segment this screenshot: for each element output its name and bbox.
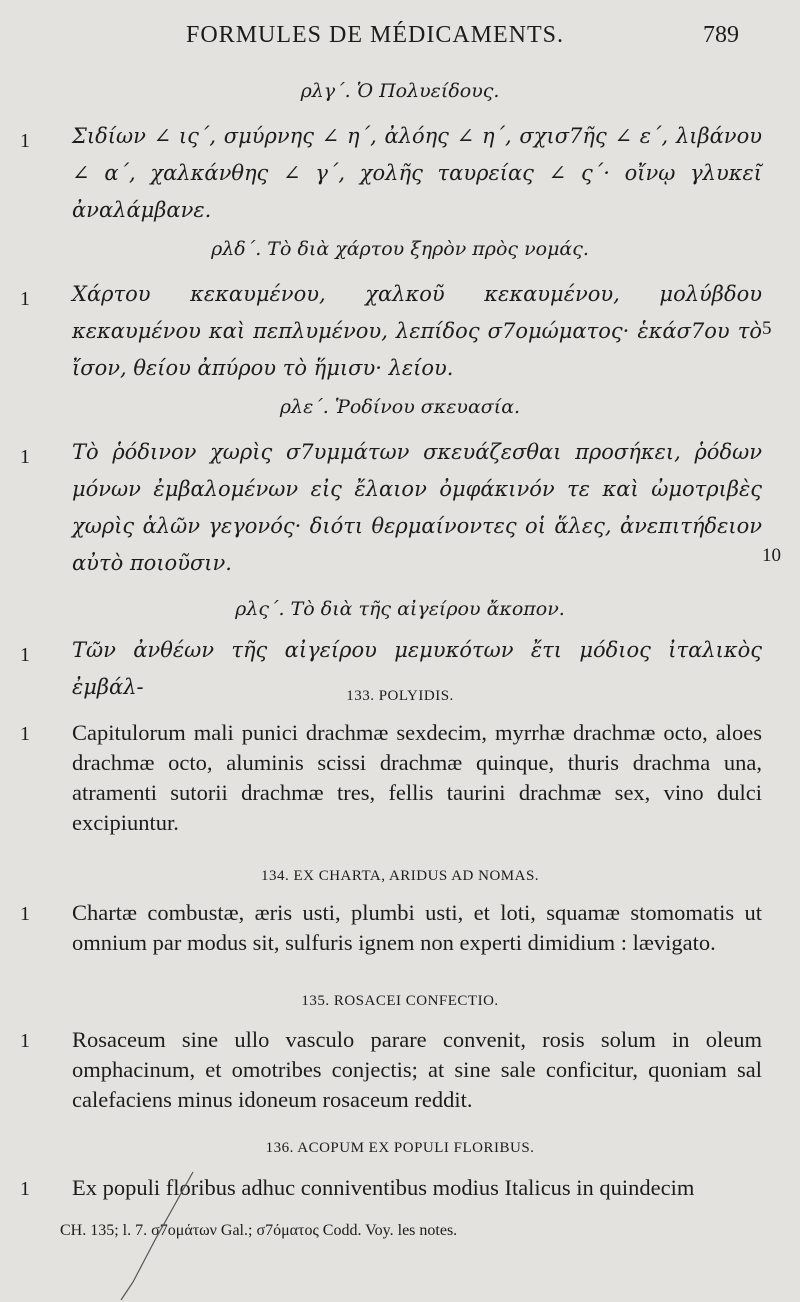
pencil-stroke-mark <box>115 1170 195 1302</box>
margin-marker: 1 <box>20 723 30 745</box>
latin-text-136: Ex populi floribus adhuc conniventibus modius Italicus in quindecim <box>72 1175 695 1200</box>
greek-paragraph-133 <box>38 118 762 229</box>
latin-text-135: Rosaceum sine ullo vasculo parare convenit, rosis solum in oleum omphacinum, et omotribes conjectis; at sine sale conficitur, quoniam sal calefaciens minus idoneum rosaceum reddit. <box>72 1027 762 1112</box>
line-number: 10 <box>762 545 781 566</box>
greek-heading-133: ρλγ΄. Ὁ Πολυείδους. <box>300 80 500 102</box>
running-head <box>0 22 800 56</box>
greek-heading-135: ρλε΄. Ῥοδίνου σκευασία. <box>279 396 521 418</box>
margin-marker: 1 <box>20 644 30 666</box>
margin-marker: 1 <box>20 288 30 310</box>
latin-heading-133: 133. POLYIDIS. <box>346 688 454 704</box>
margin-marker: 1 <box>20 130 30 152</box>
greek-text-133: Σιδίων ∠ ις΄, σμύρνης ∠ η΄, ἀλόης ∠ η΄, σχισ7ῆς ∠ ε΄, λιβάνου ∠ α΄, χαλκάνθης ∠ γ΄, χολῆς ταυρείας ∠ ς΄· οἴνῳ γλυκεῖ ἀναλάμβανε. <box>72 124 762 222</box>
margin-marker: 1 <box>20 1030 30 1052</box>
margin-marker: 1 <box>20 1178 30 1200</box>
margin-marker: 1 <box>20 446 30 468</box>
latin-paragraph-135 <box>38 1025 762 1115</box>
latin-text-134: Chartæ combustæ, æris usti, plumbi usti, et loti, squamæ stomomatis ut omnium par modus sit, sulfuris ignem non experti dimidium : lævigato. <box>72 900 762 955</box>
line-number: 5 <box>762 318 772 339</box>
footnote: CH. 135; l. 7. σ7ομάτων Gal.; σ7όματος Codd. Voy. les notes. <box>60 1222 458 1239</box>
greek-text-134: Χάρτου κεκαυμένου, χαλκοῦ κεκαυμένου, μολύβδου κεκαυμένου καὶ πεπλυμένου, λεπίδος σ7ομώματος· ἑκάσ7ου τὸ ἴσον, θείου ἀπύρου τὸ ἥμισυ· λείου. <box>72 282 762 380</box>
greek-text-135: Τὸ ῥόδινον χωρὶς σ7υμμάτων σκευάζεσθαι προσήκει, ῥόδων μόνων ἐμβαλομένων εἰς ἔλαιον ὀμφάκινόν τε καὶ ὠμοτριβὲς χωρὶς ἁλῶν γεγονός· διότι θερμαίνοντες οἱ ἅλες, ἀνεπιτήδειον αὐτὸ ποιοῦσιν. <box>72 440 762 575</box>
latin-text-133: Capitulorum mali punici drachmæ sexdecim, myrrhæ drachmæ octo, aloes drachmæ octo, aluminis scissi drachmæ quinque, thuris drachma una, atramenti sutorii drachmæ tres, fellis taurini drachmæ sex, vino dulci excipiuntur. <box>72 720 762 835</box>
greek-paragraph-134 <box>38 276 762 387</box>
latin-heading-134: 134. EX CHARTA, ARIDUS AD NOMAS. <box>260 868 540 884</box>
greek-heading-136: ρλς΄. Τὸ διὰ τῆς αἰγείρου ἄκοπον. <box>235 598 565 620</box>
page-number: 789 <box>703 22 739 48</box>
greek-paragraph-135 <box>38 434 762 582</box>
greek-text-136: Τῶν ἀνθέων τῆς αἰγείρου μεμυκότων ἔτι μόδιος ἰταλικὸς ἐμβάλ- <box>72 638 762 699</box>
latin-heading-136: 136. ACOPUM EX POPULI FLORIBUS. <box>265 1140 535 1156</box>
latin-heading-135: 135. ROSACEI CONFECTIO. <box>301 993 499 1009</box>
latin-paragraph-134 <box>38 898 762 958</box>
latin-paragraph-133 <box>38 718 762 838</box>
margin-marker: 1 <box>20 903 30 925</box>
running-title: FORMULES DE MÉDICAMENTS. <box>186 22 565 48</box>
greek-heading-134: ρλδ΄. Τὸ διὰ χάρτου ξηρὸν πρὸς νομάς. <box>211 238 589 260</box>
